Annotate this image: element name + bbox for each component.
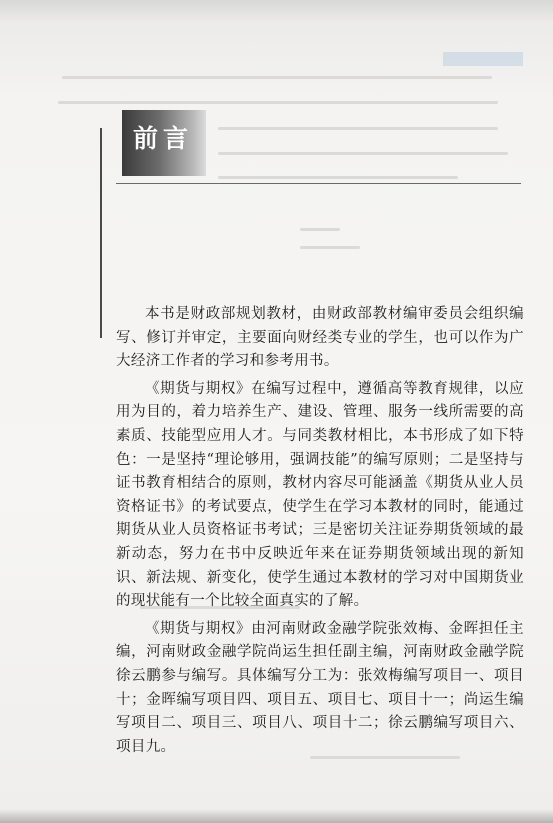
paragraph: 《期货与期权》由河南财政金融学院张效梅、金晖担任主编，河南财政金融学院尚运生担任副主编，河南财政金融学院徐云鹏参与编写。具体编写分工为：张效梅编写项目一、项目十；金晖编写项目四、项目五、项目七、项目十一；尚运生编写项目二、项目三、项目八、项目十二；徐云鹏编写项目六、项目九。 [116, 620, 524, 755]
show-through-line [218, 152, 508, 155]
vertical-rule [100, 128, 102, 338]
show-through-line [218, 127, 498, 130]
bleed-through-tab [443, 52, 523, 66]
show-through-line [300, 228, 340, 231]
paragraph: 本书是财政部规划教材，由财政部教材编审委员会组织编写、修订并审定，主要面向财经类专业的学生，也可以作为广大经济工作者的学习和参考用书。 [116, 306, 524, 370]
show-through-line [218, 176, 458, 179]
horizontal-rule [116, 183, 521, 184]
show-through-line [58, 101, 498, 104]
preface-body [116, 303, 524, 763]
show-through-line [300, 246, 360, 249]
page-bottom-shadow [0, 809, 553, 823]
show-through-line [62, 76, 492, 79]
page-title: 前言 [133, 124, 194, 153]
paragraph: 《期货与期权》在编写过程中，遵循高等教育规律，以应用为目的，着力培养生产、建设、管理、服务一线所需要的高素质、技能型应用人才。与同类教材相比，本书形成了如下特色：一是坚持“理论够用，强调技能”的编写原则；二是坚持与证书教育相结合的原则，教材内容尽可能涵盖《期货从业人员资格证书》的考试要点，使学生在学习本教材的同时，能通过期货从业人员资格证书考试；三是密切关注证券期货领域的最新动态，努力在书中反映近年来在证券期货领域出现的新知识、新法规、新变化，使学生通过本教材的学习对中国期货业的现状能有一个比较全面真实的了解。 [116, 380, 524, 610]
top-page-edge [0, 0, 553, 22]
